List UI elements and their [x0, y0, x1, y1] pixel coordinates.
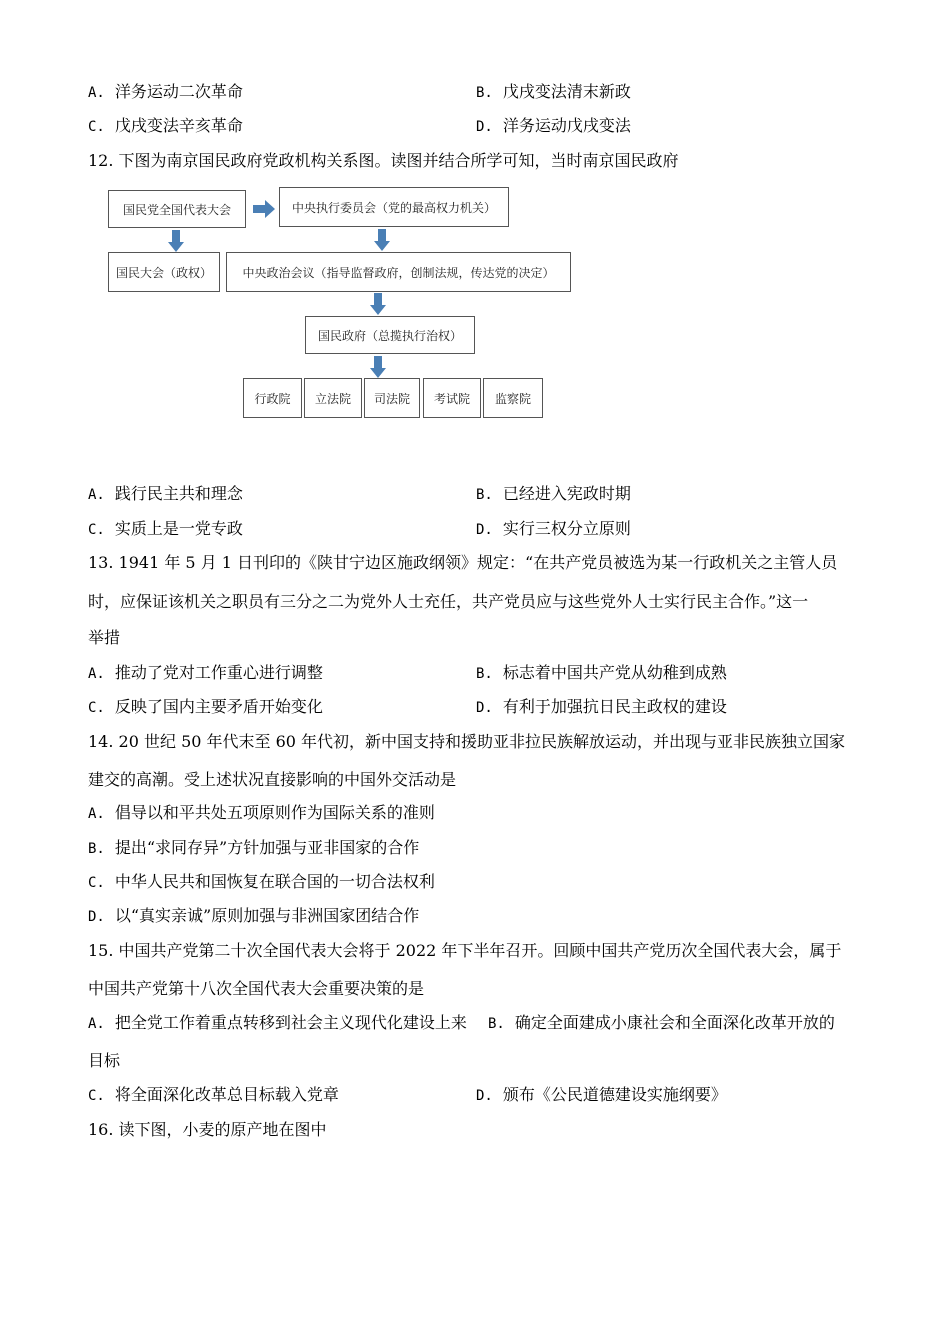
q11-option-b: B. 戊戌变法清末新政 — [476, 82, 631, 101]
arrow-right-icon — [253, 200, 277, 218]
q15-option-b-continued: 目标 — [88, 1051, 121, 1070]
q14-stem-line2: 建交的高潮。受上述状况直接影响的中国外交活动是 — [88, 770, 457, 789]
q14-option-c: C. 中华人民共和国恢复在联合国的一切合法权利 — [88, 872, 435, 891]
q13-stem-line3: 举措 — [88, 628, 121, 647]
q13-stem-line2: 时，应保证该机关之职员有三分之二为党外人士充任，共产党员应与这些党外人士实行民主合作。”这一 — [88, 592, 809, 611]
arrow-down-icon — [370, 356, 386, 378]
q13-option-a: A. 推动了党对工作重心进行调整 — [88, 663, 323, 682]
q15-stem-line1: 15. 中国共产党第二十次全国代表大会将于 2022 年下半年召开。回顾中国共产党历次全国代表大会，属于 — [88, 941, 842, 960]
arrow-down-icon — [374, 229, 390, 251]
box-legislative-yuan: 立法院 — [304, 378, 362, 418]
q15-option-b: B. 确定全面建成小康社会和全面深化改革开放的 — [488, 1013, 835, 1032]
q14-option-d: D. 以“真实亲诚”原则加强与非洲国家团结合作 — [88, 906, 420, 925]
box-political-council: 中央政治会议（指导监督政府，创制法规，传达党的决定） — [226, 252, 571, 292]
box-national-gov: 国民政府（总揽执行治权） — [305, 316, 475, 354]
q13-stem-line1: 13. 1941 年 5 月 1 日刊印的《陕甘宁边区施政纲领》规定：“在共产党员被选为某一行政机关之主管人员 — [88, 553, 838, 572]
box-judicial-yuan: 司法院 — [364, 378, 420, 418]
q11-option-c: C. 戊戌变法辛亥革命 — [88, 116, 243, 135]
q12-option-d: D. 实行三权分立原则 — [476, 519, 631, 538]
arrow-down-icon — [370, 293, 386, 315]
q11-option-d: D. 洋务运动戊戌变法 — [476, 116, 631, 135]
q16-stem: 16. 读下图，小麦的原产地在图中 — [88, 1120, 327, 1139]
box-executive-yuan: 行政院 — [243, 378, 302, 418]
arrow-down-icon — [168, 230, 184, 252]
q14-option-b: B. 提出“求同存异”方针加强与亚非国家的合作 — [88, 838, 420, 857]
q13-option-c: C. 反映了国内主要矛盾开始变化 — [88, 697, 323, 716]
q15-option-c: C. 将全面深化改革总目标载入党章 — [88, 1085, 339, 1104]
q14-stem-line1: 14. 20 世纪 50 年代末至 60 年代初，新中国支持和援助亚非拉民族解放运动，并出现与亚非民族独立国家 — [88, 732, 846, 751]
q13-option-d: D. 有利于加强抗日民主政权的建设 — [476, 697, 727, 716]
q12-option-b: B. 已经进入宪政时期 — [476, 484, 631, 503]
q15-stem-line2: 中国共产党第十八次全国代表大会重要决策的是 — [88, 979, 425, 998]
q11-option-a: A. 洋务运动二次革命 — [88, 82, 243, 101]
q12-option-c: C. 实质上是一党专政 — [88, 519, 243, 538]
box-national-assembly: 国民大会（政权） — [108, 252, 220, 292]
box-examination-yuan: 考试院 — [423, 378, 481, 418]
box-cec: 中央执行委员会（党的最高权力机关） — [279, 187, 509, 227]
q14-option-a: A. 倡导以和平共处五项原则作为国际关系的准则 — [88, 803, 435, 822]
box-control-yuan: 监察院 — [483, 378, 543, 418]
q12-option-a: A. 践行民主共和理念 — [88, 484, 243, 503]
box-kmt-congress: 国民党全国代表大会 — [108, 190, 246, 228]
q15-option-a: A. 把全党工作着重点转移到社会主义现代化建设上来 — [88, 1013, 467, 1032]
q15-option-d: D. 颁布《公民道德建设实施纲要》 — [476, 1085, 727, 1104]
q13-option-b: B. 标志着中国共产党从幼稚到成熟 — [476, 663, 727, 682]
q12-stem: 12. 下图为南京国民政府党政机构关系图。读图并结合所学可知，当时南京国民政府 — [88, 151, 679, 170]
